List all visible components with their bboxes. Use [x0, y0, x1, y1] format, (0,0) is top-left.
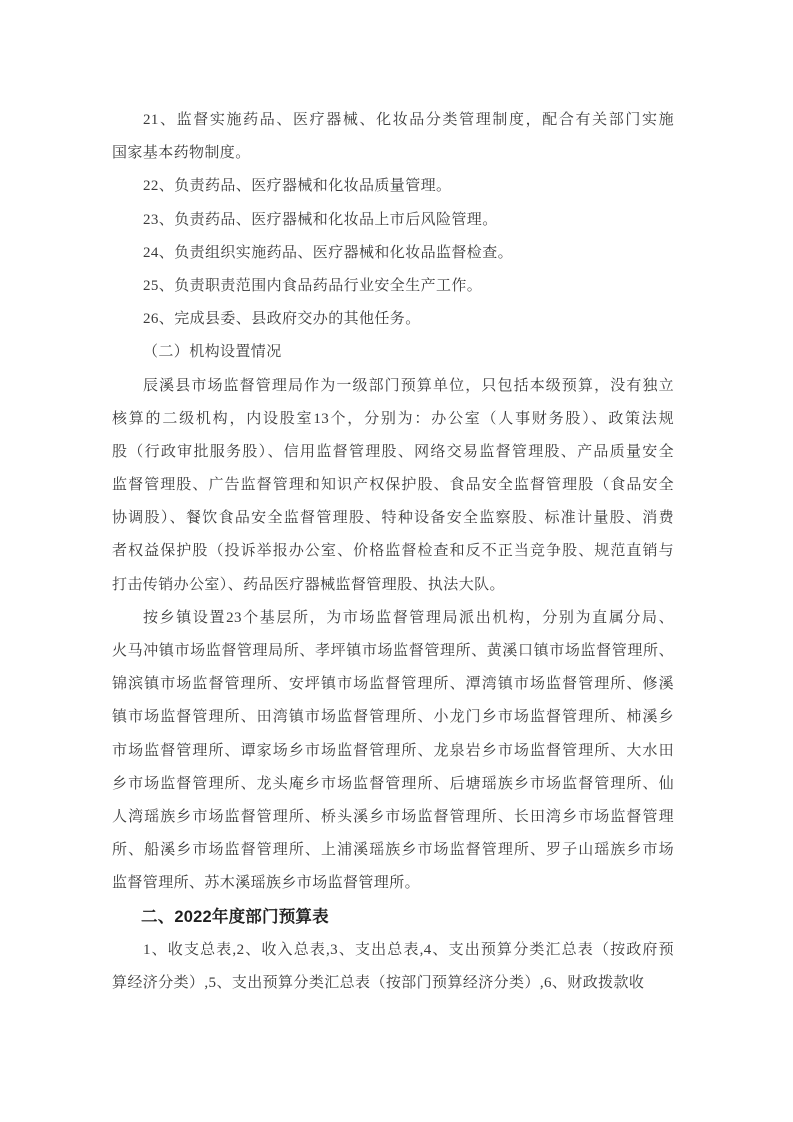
document-line: （二）机构设置情况 — [143, 344, 282, 361]
document-content — [112, 104, 674, 1000]
paragraph — [112, 237, 674, 270]
paragraph — [112, 204, 674, 237]
document-line: 核算的二级机构，内设股室13个，分别为：办公室（人事财务股）、政策法规 — [112, 410, 674, 427]
document-line: 1、收支总表,2、收入总表,3、支出总表,4、支出预算分类汇总表（按政府预 — [143, 941, 674, 958]
document-line: 算经济分类）,5、支出预算分类汇总表（按部门预算经济分类）,6、财政拨款收 — [112, 974, 645, 991]
document-line: 25、负责职责范围内食品药品行业安全生产工作。 — [143, 277, 483, 294]
document-line: 23、负责药品、医疗器械和化妆品上市后风险管理。 — [143, 211, 498, 228]
paragraph — [112, 170, 674, 203]
document-line: 火马冲镇市场监督管理局所、孝坪镇市场监督管理所、黄溪口镇市场监督管理所、 — [112, 643, 674, 659]
document-line: 24、负责组织实施药品、医疗器械和化妆品监督检查。 — [143, 244, 514, 261]
document-line: 乡市场监督管理所、龙头庵乡市场监督管理所、后塘瑶族乡市场监督管理所、仙 — [112, 775, 674, 792]
section-heading — [112, 901, 674, 934]
document-line: 股（行政审批服务股）、信用监督管理股、网络交易监督管理股、产品质量安全 — [112, 443, 674, 460]
document-line: 打击传销办公室）、药品医疗器械监督管理股、执法大队。 — [112, 576, 505, 593]
paragraph — [112, 934, 674, 1000]
paragraph — [112, 104, 674, 170]
document-line: 人湾瑶族乡市场监督管理所、桥头溪乡市场监督管理所、长田湾乡市场监督管理 — [112, 808, 674, 825]
paragraph — [112, 270, 674, 303]
paragraph — [112, 336, 674, 369]
document-line: 按乡镇设置23个基层所，为市场监督管理局派出机构，分别为直属分局、 — [143, 609, 674, 626]
document-line: 协调股）、餐饮食品安全监督管理股、特种设备安全监察股、标准计量股、消费 — [112, 510, 674, 527]
document-line: 者权益保护股（投诉举报办公室、价格监督检查和反不正当竞争股、规范直销与 — [112, 543, 674, 560]
paragraph — [112, 303, 674, 336]
paragraph — [112, 370, 674, 602]
document-line: 市场监督管理所、谭家场乡市场监督管理所、龙泉岩乡市场监督管理所、大水田 — [112, 742, 674, 759]
paragraph — [112, 602, 674, 901]
document-line: 监督管理所、苏木溪瑶族乡市场监督管理所。 — [112, 875, 421, 892]
document-line: 锦滨镇市场监督管理所、安坪镇市场监督管理所、潭湾镇市场监督管理所、修溪 — [112, 676, 674, 693]
heading-line: 二、2022年度部门预算表 — [141, 907, 329, 926]
document-line: 26、完成县委、县政府交办的其他任务。 — [143, 311, 421, 328]
document-line: 辰溪县市场监督管理局作为一级部门预算单位，只包括本级预算，没有独立 — [143, 377, 674, 394]
document-line: 所、船溪乡市场监督管理所、上浦溪瑶族乡市场监督管理所、罗子山瑶族乡市场 — [112, 842, 674, 859]
document-line: 国家基本药物制度。 — [112, 145, 251, 162]
document-line: 21、监督实施药品、医疗器械、化妆品分类管理制度，配合有关部门实施 — [143, 112, 674, 128]
document-line: 镇市场监督管理所、田湾镇市场监督管理所、小龙门乡市场监督管理所、柿溪乡 — [112, 709, 674, 726]
document-line: 22、负责药品、医疗器械和化妆品质量管理。 — [143, 178, 452, 195]
document-line: 监督管理股、广告监督管理和知识产权保护股、食品安全监督管理股（食品安全 — [112, 477, 674, 494]
